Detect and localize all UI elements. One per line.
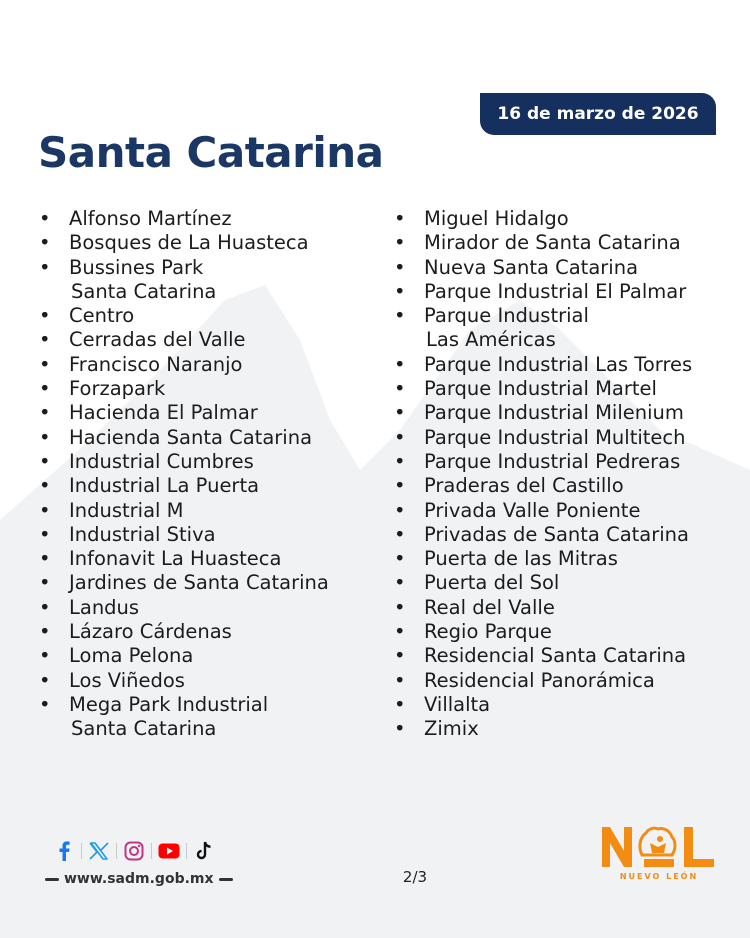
bullet-icon: •	[39, 595, 51, 619]
bullet-icon: •	[39, 498, 51, 522]
item-label: Industrial M	[69, 498, 184, 522]
instagram-icon[interactable]	[122, 839, 146, 863]
list-item	[394, 450, 734, 474]
item-label: Loma Pelona	[69, 644, 194, 668]
list-item	[39, 571, 379, 595]
item-label: Villalta	[424, 692, 491, 716]
bullet-icon: •	[39, 401, 51, 425]
separator	[186, 843, 187, 859]
item-label: Mirador de Santa Catarina	[424, 231, 681, 255]
list-item	[394, 499, 734, 523]
bullet-icon: •	[394, 620, 406, 644]
list-item	[394, 717, 734, 741]
item-label: Hacienda Santa Catarina	[69, 425, 313, 449]
list-item	[394, 571, 734, 595]
list-item	[39, 693, 379, 742]
website-footer	[40, 868, 238, 890]
item-label: Praderas del Castillo	[424, 474, 624, 498]
item-label: Miguel Hidalgo	[424, 207, 569, 230]
list-item	[39, 256, 379, 305]
bullet-icon: •	[394, 352, 406, 376]
bullet-icon: •	[394, 498, 406, 522]
list-item	[39, 231, 379, 255]
list-item	[394, 644, 734, 668]
bullet-icon: •	[39, 474, 51, 498]
bullet-icon: •	[394, 304, 406, 328]
logo-subtitle: NUEVO LEÓN	[619, 872, 699, 881]
list-item	[394, 280, 734, 304]
bullet-icon: •	[394, 279, 406, 303]
item-label: Parque Industrial Milenium	[424, 401, 684, 425]
item-label: Parque Industrial Las Torres	[424, 352, 693, 376]
bullet-icon: •	[39, 449, 51, 473]
bullet-icon: •	[39, 377, 51, 401]
item-label: Centro	[69, 304, 135, 328]
bullet-icon: •	[394, 474, 406, 498]
bullet-icon: •	[394, 449, 406, 473]
bullet-icon: •	[394, 644, 406, 668]
list-item	[39, 207, 379, 231]
item-label: Los Viñedos	[69, 668, 185, 692]
list-item	[394, 207, 734, 231]
list-item	[394, 523, 734, 547]
bullet-icon: •	[394, 231, 406, 255]
item-label: Parque Industrial Multitech	[424, 425, 686, 449]
list-item	[39, 450, 379, 474]
bullet-icon: •	[39, 231, 51, 255]
list-item	[39, 328, 379, 352]
social-icons	[52, 839, 216, 863]
bullet-icon: •	[394, 255, 406, 279]
list-item	[394, 231, 734, 255]
bullet-icon: •	[39, 207, 51, 230]
bullet-icon: •	[39, 352, 51, 376]
list-item	[394, 474, 734, 498]
item-label: Jardines de Santa Catarina	[69, 571, 329, 595]
item-label: Lázaro Cárdenas	[69, 620, 232, 644]
date-badge: 16 de marzo de 2026	[480, 93, 716, 135]
tiktok-icon[interactable]	[192, 839, 216, 863]
bullet-icon: •	[394, 692, 406, 716]
bullet-icon: •	[394, 425, 406, 449]
list-item	[394, 377, 734, 401]
colonias-list-right	[394, 207, 734, 742]
bullet-icon: •	[39, 668, 51, 692]
item-label: Forzapark	[69, 377, 166, 401]
facebook-icon[interactable]	[52, 839, 76, 863]
item-label: Parque Industrial El Palmar	[424, 279, 687, 303]
bullet-icon: •	[394, 668, 406, 692]
list-item	[39, 523, 379, 547]
item-label-continued: Las Américas	[426, 328, 556, 352]
bullet-icon: •	[394, 595, 406, 619]
list-item	[39, 304, 379, 328]
bullet-icon: •	[39, 255, 51, 279]
list-item	[39, 620, 379, 644]
list-item	[39, 401, 379, 425]
list-item	[394, 426, 734, 450]
bullet-icon: •	[39, 571, 51, 595]
item-label: Privada Valle Poniente	[424, 498, 641, 522]
item-label: Mega Park Industrial	[69, 692, 269, 716]
item-label: Cerradas del Valle	[69, 328, 246, 352]
item-label: Nueva Santa Catarina	[424, 255, 639, 279]
item-label: Real del Valle	[424, 595, 555, 619]
bullet-icon: •	[394, 717, 406, 741]
item-label: Residencial Santa Catarina	[424, 644, 687, 668]
page-number: 2/3	[402, 868, 428, 886]
item-label: Hacienda El Palmar	[69, 401, 258, 425]
bullet-icon: •	[39, 304, 51, 328]
dash-right	[219, 878, 233, 881]
list-item	[394, 547, 734, 571]
bullet-icon: •	[39, 644, 51, 668]
bullet-icon: •	[39, 522, 51, 546]
bullet-icon: •	[39, 692, 51, 716]
item-label: Landus	[69, 595, 140, 619]
separator	[116, 843, 117, 859]
item-label: Industrial Stiva	[69, 522, 216, 546]
item-label: Privadas de Santa Catarina	[424, 522, 689, 546]
bullet-icon: •	[394, 522, 406, 546]
bullet-icon: •	[39, 328, 51, 352]
item-label: Zimix	[424, 717, 479, 741]
bullet-icon: •	[394, 401, 406, 425]
list-item	[39, 377, 379, 401]
list-item	[39, 644, 379, 668]
bullet-icon: •	[39, 620, 51, 644]
separator	[81, 843, 82, 859]
list-item	[39, 353, 379, 377]
list-item	[394, 256, 734, 280]
list-item	[394, 669, 734, 693]
list-item	[394, 596, 734, 620]
list-item	[394, 620, 734, 644]
website-link[interactable]: www.sadm.gob.mx	[64, 871, 214, 887]
item-label: Industrial Cumbres	[69, 449, 254, 473]
list-item	[39, 669, 379, 693]
list-item	[394, 693, 734, 717]
item-label: Parque Industrial	[424, 304, 589, 328]
bullet-icon: •	[39, 547, 51, 571]
item-label-continued: Santa Catarina	[71, 279, 217, 303]
item-label: Bussines Park	[69, 255, 204, 279]
item-label: Bosques de La Huasteca	[69, 231, 309, 255]
item-label: Industrial La Puerta	[69, 474, 260, 498]
item-label: Infonavit La Huasteca	[69, 547, 282, 571]
bullet-icon: •	[394, 207, 406, 230]
item-label: Alfonso Martínez	[69, 207, 232, 230]
item-label: Regio Parque	[424, 620, 552, 644]
list-item	[39, 426, 379, 450]
item-label: Parque Industrial Martel	[424, 377, 657, 401]
bullet-icon: •	[394, 377, 406, 401]
dash-left	[45, 878, 59, 881]
page-title: Santa Catarina	[38, 128, 384, 177]
item-label: Parque Industrial Pedreras	[424, 449, 681, 473]
bullet-icon: •	[394, 547, 406, 571]
youtube-icon[interactable]	[157, 839, 181, 863]
bullet-icon: •	[394, 571, 406, 595]
item-label: Puerta del Sol	[424, 571, 560, 595]
list-item	[39, 596, 379, 620]
x-icon[interactable]	[87, 839, 111, 863]
list-item	[39, 474, 379, 498]
item-label: Residencial Panorámica	[424, 668, 655, 692]
list-item	[39, 499, 379, 523]
separator	[151, 843, 152, 859]
item-label-continued: Santa Catarina	[71, 717, 217, 741]
item-label: Francisco Naranjo	[69, 352, 243, 376]
item-label: Puerta de las Mitras	[424, 547, 618, 571]
list-item	[394, 401, 734, 425]
colonias-list-left	[39, 207, 379, 742]
bullet-icon: •	[39, 425, 51, 449]
list-item	[394, 353, 734, 377]
list-item	[394, 304, 734, 353]
list-item	[39, 547, 379, 571]
